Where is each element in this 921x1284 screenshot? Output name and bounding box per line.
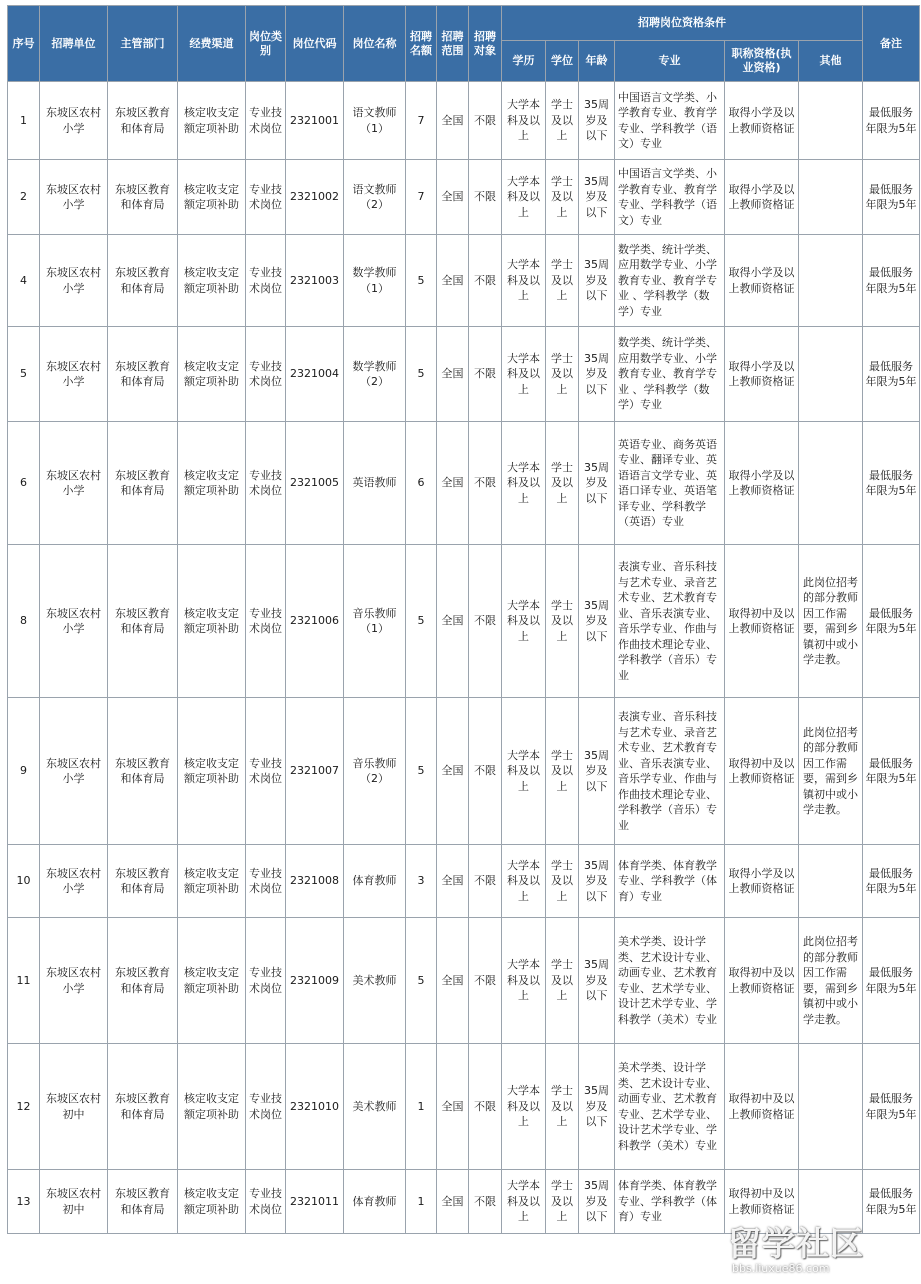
cell-major: 数学类、统计学类、应用数学专业、小学教育专业、教育学专业 、学科教学（数学）专业	[615, 235, 725, 327]
cell-scope: 全国	[437, 918, 469, 1044]
cell-target: 不限	[469, 1044, 502, 1170]
cell-quota: 6	[406, 422, 437, 545]
cell-education: 大学本科及以上	[502, 698, 546, 845]
cell-scope: 全国	[437, 160, 469, 235]
table-row	[8, 1170, 920, 1234]
header-other: 其他	[799, 41, 863, 82]
cell-other	[799, 845, 863, 918]
cell-age: 35周岁及以下	[579, 1044, 615, 1170]
cell-category: 专业技术岗位	[246, 235, 286, 327]
cell-name: 语文教师（2）	[344, 160, 406, 235]
cell-code: 2321006	[286, 545, 344, 698]
cell-major: 中国语言文学类、小学教育专业、教育学专业、学科教学（语文）专业	[615, 160, 725, 235]
recruitment-table	[7, 5, 920, 1234]
cell-no: 10	[8, 845, 40, 918]
cell-cert: 取得初中及以上教师资格证	[725, 1044, 799, 1170]
cell-target: 不限	[469, 235, 502, 327]
cell-scope: 全国	[437, 1170, 469, 1234]
cell-education: 大学本科及以上	[502, 160, 546, 235]
header-no: 序号	[8, 6, 40, 82]
cell-cert: 取得小学及以上教师资格证	[725, 235, 799, 327]
cell-cert: 取得小学及以上教师资格证	[725, 82, 799, 160]
cell-fund: 核定收支定额定项补助	[178, 698, 246, 845]
header-title-cert: 职称资格(执业资格)	[725, 41, 799, 82]
cell-quota: 3	[406, 845, 437, 918]
cell-no: 11	[8, 918, 40, 1044]
cell-age: 35周岁及以下	[579, 160, 615, 235]
table-body	[8, 82, 920, 1234]
cell-remark: 最低服务年限为5年	[863, 160, 920, 235]
cell-target: 不限	[469, 845, 502, 918]
cell-education: 大学本科及以上	[502, 327, 546, 422]
header-quota: 招聘名额	[406, 6, 437, 82]
cell-code: 2321009	[286, 918, 344, 1044]
cell-major: 美术学类、设计学类、艺术设计专业、动画专业、艺术教育专业、艺术学专业、设计艺术学专业、学科教学（美术）专业	[615, 918, 725, 1044]
cell-cert: 取得初中及以上教师资格证	[725, 698, 799, 845]
cell-degree: 学士及以上	[546, 918, 579, 1044]
cell-fund: 核定收支定额定项补助	[178, 845, 246, 918]
cell-category: 专业技术岗位	[246, 82, 286, 160]
cell-no: 2	[8, 160, 40, 235]
header-education: 学历	[502, 41, 546, 82]
cell-degree: 学士及以上	[546, 1170, 579, 1234]
cell-name: 美术教师	[344, 918, 406, 1044]
cell-age: 35周岁及以下	[579, 327, 615, 422]
cell-unit: 东坡区农村小学	[40, 545, 108, 698]
cell-code: 2321011	[286, 1170, 344, 1234]
cell-education: 大学本科及以上	[502, 1044, 546, 1170]
cell-no: 8	[8, 545, 40, 698]
cell-scope: 全国	[437, 82, 469, 160]
cell-age: 35周岁及以下	[579, 1170, 615, 1234]
cell-name: 音乐教师（1）	[344, 545, 406, 698]
cell-quota: 1	[406, 1044, 437, 1170]
watermark-url: bbs.liuxue86.com	[732, 1262, 830, 1275]
cell-name: 体育教师	[344, 1170, 406, 1234]
header-fund: 经费渠道	[178, 6, 246, 82]
cell-fund: 核定收支定额定项补助	[178, 1044, 246, 1170]
cell-degree: 学士及以上	[546, 845, 579, 918]
cell-scope: 全国	[437, 327, 469, 422]
cell-dept: 东坡区教育和体育局	[108, 1170, 178, 1234]
cell-quota: 1	[406, 1170, 437, 1234]
cell-degree: 学士及以上	[546, 235, 579, 327]
cell-cert: 取得小学及以上教师资格证	[725, 160, 799, 235]
table-row	[8, 1044, 920, 1170]
cell-education: 大学本科及以上	[502, 235, 546, 327]
header-degree: 学位	[546, 41, 579, 82]
cell-fund: 核定收支定额定项补助	[178, 327, 246, 422]
cell-other: 此岗位招考的部分教师因工作需要，需到乡镇初中或小学走教。	[799, 545, 863, 698]
cell-dept: 东坡区教育和体育局	[108, 327, 178, 422]
cell-age: 35周岁及以下	[579, 235, 615, 327]
cell-no: 4	[8, 235, 40, 327]
cell-name: 体育教师	[344, 845, 406, 918]
cell-code: 2321002	[286, 160, 344, 235]
cell-other: 此岗位招考的部分教师因工作需要，需到乡镇初中或小学走教。	[799, 698, 863, 845]
cell-dept: 东坡区教育和体育局	[108, 82, 178, 160]
cell-quota: 5	[406, 235, 437, 327]
cell-dept: 东坡区教育和体育局	[108, 235, 178, 327]
table-row	[8, 918, 920, 1044]
cell-dept: 东坡区教育和体育局	[108, 160, 178, 235]
cell-category: 专业技术岗位	[246, 545, 286, 698]
cell-target: 不限	[469, 1170, 502, 1234]
cell-other	[799, 1170, 863, 1234]
cell-age: 35周岁及以下	[579, 698, 615, 845]
cell-cert: 取得小学及以上教师资格证	[725, 327, 799, 422]
cell-other	[799, 160, 863, 235]
cell-category: 专业技术岗位	[246, 1170, 286, 1234]
cell-target: 不限	[469, 545, 502, 698]
cell-name: 数学教师（1）	[344, 235, 406, 327]
cell-degree: 学士及以上	[546, 1044, 579, 1170]
cell-degree: 学士及以上	[546, 545, 579, 698]
cell-no: 5	[8, 327, 40, 422]
cell-fund: 核定收支定额定项补助	[178, 235, 246, 327]
cell-dept: 东坡区教育和体育局	[108, 698, 178, 845]
cell-code: 2321005	[286, 422, 344, 545]
cell-age: 35周岁及以下	[579, 845, 615, 918]
cell-scope: 全国	[437, 698, 469, 845]
cell-quota: 5	[406, 327, 437, 422]
cell-category: 专业技术岗位	[246, 918, 286, 1044]
cell-no: 9	[8, 698, 40, 845]
cell-category: 专业技术岗位	[246, 1044, 286, 1170]
cell-education: 大学本科及以上	[502, 82, 546, 160]
cell-dept: 东坡区教育和体育局	[108, 1044, 178, 1170]
cell-scope: 全国	[437, 235, 469, 327]
header-unit: 招聘单位	[40, 6, 108, 82]
cell-name: 音乐教师（2）	[344, 698, 406, 845]
cell-quota: 5	[406, 698, 437, 845]
cell-unit: 东坡区农村初中	[40, 1170, 108, 1234]
cell-remark: 最低服务年限为5年	[863, 1044, 920, 1170]
cell-no: 6	[8, 422, 40, 545]
cell-cert: 取得初中及以上教师资格证	[725, 545, 799, 698]
cell-name: 语文教师（1）	[344, 82, 406, 160]
cell-unit: 东坡区农村小学	[40, 82, 108, 160]
cell-no: 13	[8, 1170, 40, 1234]
cell-degree: 学士及以上	[546, 422, 579, 545]
cell-code: 2321004	[286, 327, 344, 422]
header-name: 岗位名称	[344, 6, 406, 82]
cell-fund: 核定收支定额定项补助	[178, 918, 246, 1044]
cell-target: 不限	[469, 327, 502, 422]
cell-name: 美术教师	[344, 1044, 406, 1170]
cell-fund: 核定收支定额定项补助	[178, 82, 246, 160]
table-row	[8, 422, 920, 545]
cell-fund: 核定收支定额定项补助	[178, 1170, 246, 1234]
cell-quota: 7	[406, 82, 437, 160]
cell-no: 1	[8, 82, 40, 160]
cell-degree: 学士及以上	[546, 327, 579, 422]
cell-category: 专业技术岗位	[246, 698, 286, 845]
cell-remark: 最低服务年限为5年	[863, 422, 920, 545]
cell-major: 数学类、统计学类、应用数学专业、小学教育专业、教育学专业 、学科教学（数学）专业	[615, 327, 725, 422]
cell-major: 表演专业、音乐科技与艺术专业、录音艺术专业、艺术教育专业、音乐表演专业、音乐学专业、作曲与作曲技术理论专业、学科教学（音乐）专业	[615, 545, 725, 698]
cell-code: 2321007	[286, 698, 344, 845]
cell-target: 不限	[469, 422, 502, 545]
cell-unit: 东坡区农村小学	[40, 845, 108, 918]
cell-name: 数学教师（2）	[344, 327, 406, 422]
cell-other	[799, 235, 863, 327]
cell-cert: 取得初中及以上教师资格证	[725, 1170, 799, 1234]
cell-remark: 最低服务年限为5年	[863, 545, 920, 698]
cell-target: 不限	[469, 918, 502, 1044]
cell-category: 专业技术岗位	[246, 160, 286, 235]
header-scope: 招聘范围	[437, 6, 469, 82]
cell-major: 中国语言文学类、小学教育专业、教育学专业、学科教学（语文）专业	[615, 82, 725, 160]
cell-unit: 东坡区农村初中	[40, 1044, 108, 1170]
cell-target: 不限	[469, 160, 502, 235]
cell-other	[799, 422, 863, 545]
cell-code: 2321001	[286, 82, 344, 160]
header-qualifications: 招聘岗位资格条件	[502, 6, 863, 41]
cell-education: 大学本科及以上	[502, 545, 546, 698]
cell-remark: 最低服务年限为5年	[863, 327, 920, 422]
cell-scope: 全国	[437, 1044, 469, 1170]
cell-fund: 核定收支定额定项补助	[178, 160, 246, 235]
cell-age: 35周岁及以下	[579, 545, 615, 698]
cell-major: 体育学类、体育教学专业、学科教学（体育）专业	[615, 1170, 725, 1234]
header-code: 岗位代码	[286, 6, 344, 82]
cell-scope: 全国	[437, 545, 469, 698]
cell-remark: 最低服务年限为5年	[863, 1170, 920, 1234]
cell-unit: 东坡区农村小学	[40, 918, 108, 1044]
watermark-brand: 留学社区	[728, 1224, 864, 1263]
table-row	[8, 327, 920, 422]
header-category: 岗位类别	[246, 6, 286, 82]
cell-category: 专业技术岗位	[246, 327, 286, 422]
table-row	[8, 160, 920, 235]
table-row	[8, 698, 920, 845]
table-row	[8, 82, 920, 160]
cell-education: 大学本科及以上	[502, 1170, 546, 1234]
cell-category: 专业技术岗位	[246, 845, 286, 918]
cell-target: 不限	[469, 82, 502, 160]
header-major: 专业	[615, 41, 725, 82]
cell-code: 2321010	[286, 1044, 344, 1170]
cell-unit: 东坡区农村小学	[40, 235, 108, 327]
header-age: 年龄	[579, 41, 615, 82]
cell-remark: 最低服务年限为5年	[863, 82, 920, 160]
cell-no: 12	[8, 1044, 40, 1170]
cell-education: 大学本科及以上	[502, 918, 546, 1044]
cell-age: 35周岁及以下	[579, 918, 615, 1044]
table-header	[8, 6, 920, 82]
cell-dept: 东坡区教育和体育局	[108, 918, 178, 1044]
cell-major: 美术学类、设计学类、艺术设计专业、动画专业、艺术教育专业、艺术学专业、设计艺术学专业、学科教学（美术）专业	[615, 1044, 725, 1170]
header-dept: 主管部门	[108, 6, 178, 82]
cell-remark: 最低服务年限为5年	[863, 698, 920, 845]
cell-quota: 5	[406, 545, 437, 698]
cell-code: 2321003	[286, 235, 344, 327]
cell-other	[799, 1044, 863, 1170]
cell-scope: 全国	[437, 845, 469, 918]
cell-cert: 取得小学及以上教师资格证	[725, 422, 799, 545]
cell-major: 体育学类、体育教学专业、学科教学（体育）专业	[615, 845, 725, 918]
cell-scope: 全国	[437, 422, 469, 545]
cell-degree: 学士及以上	[546, 698, 579, 845]
table-row	[8, 545, 920, 698]
cell-degree: 学士及以上	[546, 160, 579, 235]
table-row	[8, 235, 920, 327]
cell-unit: 东坡区农村小学	[40, 698, 108, 845]
cell-age: 35周岁及以下	[579, 82, 615, 160]
cell-remark: 最低服务年限为5年	[863, 845, 920, 918]
header-target: 招聘对象	[469, 6, 502, 82]
header-remark: 备注	[863, 6, 920, 82]
cell-other	[799, 82, 863, 160]
cell-target: 不限	[469, 698, 502, 845]
cell-fund: 核定收支定额定项补助	[178, 422, 246, 545]
cell-other: 此岗位招考的部分教师因工作需要，需到乡镇初中或小学走教。	[799, 918, 863, 1044]
cell-age: 35周岁及以下	[579, 422, 615, 545]
cell-remark: 最低服务年限为5年	[863, 235, 920, 327]
cell-unit: 东坡区农村小学	[40, 422, 108, 545]
cell-unit: 东坡区农村小学	[40, 327, 108, 422]
cell-degree: 学士及以上	[546, 82, 579, 160]
cell-unit: 东坡区农村小学	[40, 160, 108, 235]
cell-dept: 东坡区教育和体育局	[108, 545, 178, 698]
cell-dept: 东坡区教育和体育局	[108, 845, 178, 918]
cell-code: 2321008	[286, 845, 344, 918]
cell-quota: 7	[406, 160, 437, 235]
cell-education: 大学本科及以上	[502, 845, 546, 918]
cell-quota: 5	[406, 918, 437, 1044]
cell-fund: 核定收支定额定项补助	[178, 545, 246, 698]
cell-major: 表演专业、音乐科技与艺术专业、录音艺术专业、艺术教育专业、音乐表演专业、音乐学专业、作曲与作曲技术理论专业、学科教学（音乐）专业	[615, 698, 725, 845]
cell-major: 英语专业、商务英语专业、翻译专业、英语语言文学专业、英语口译专业、英语笔译专业、学科教学（英语）专业	[615, 422, 725, 545]
cell-education: 大学本科及以上	[502, 422, 546, 545]
table-row	[8, 845, 920, 918]
cell-category: 专业技术岗位	[246, 422, 286, 545]
cell-cert: 取得初中及以上教师资格证	[725, 918, 799, 1044]
cell-remark: 最低服务年限为5年	[863, 918, 920, 1044]
cell-other	[799, 327, 863, 422]
cell-name: 英语教师	[344, 422, 406, 545]
cell-dept: 东坡区教育和体育局	[108, 422, 178, 545]
cell-cert: 取得小学及以上教师资格证	[725, 845, 799, 918]
